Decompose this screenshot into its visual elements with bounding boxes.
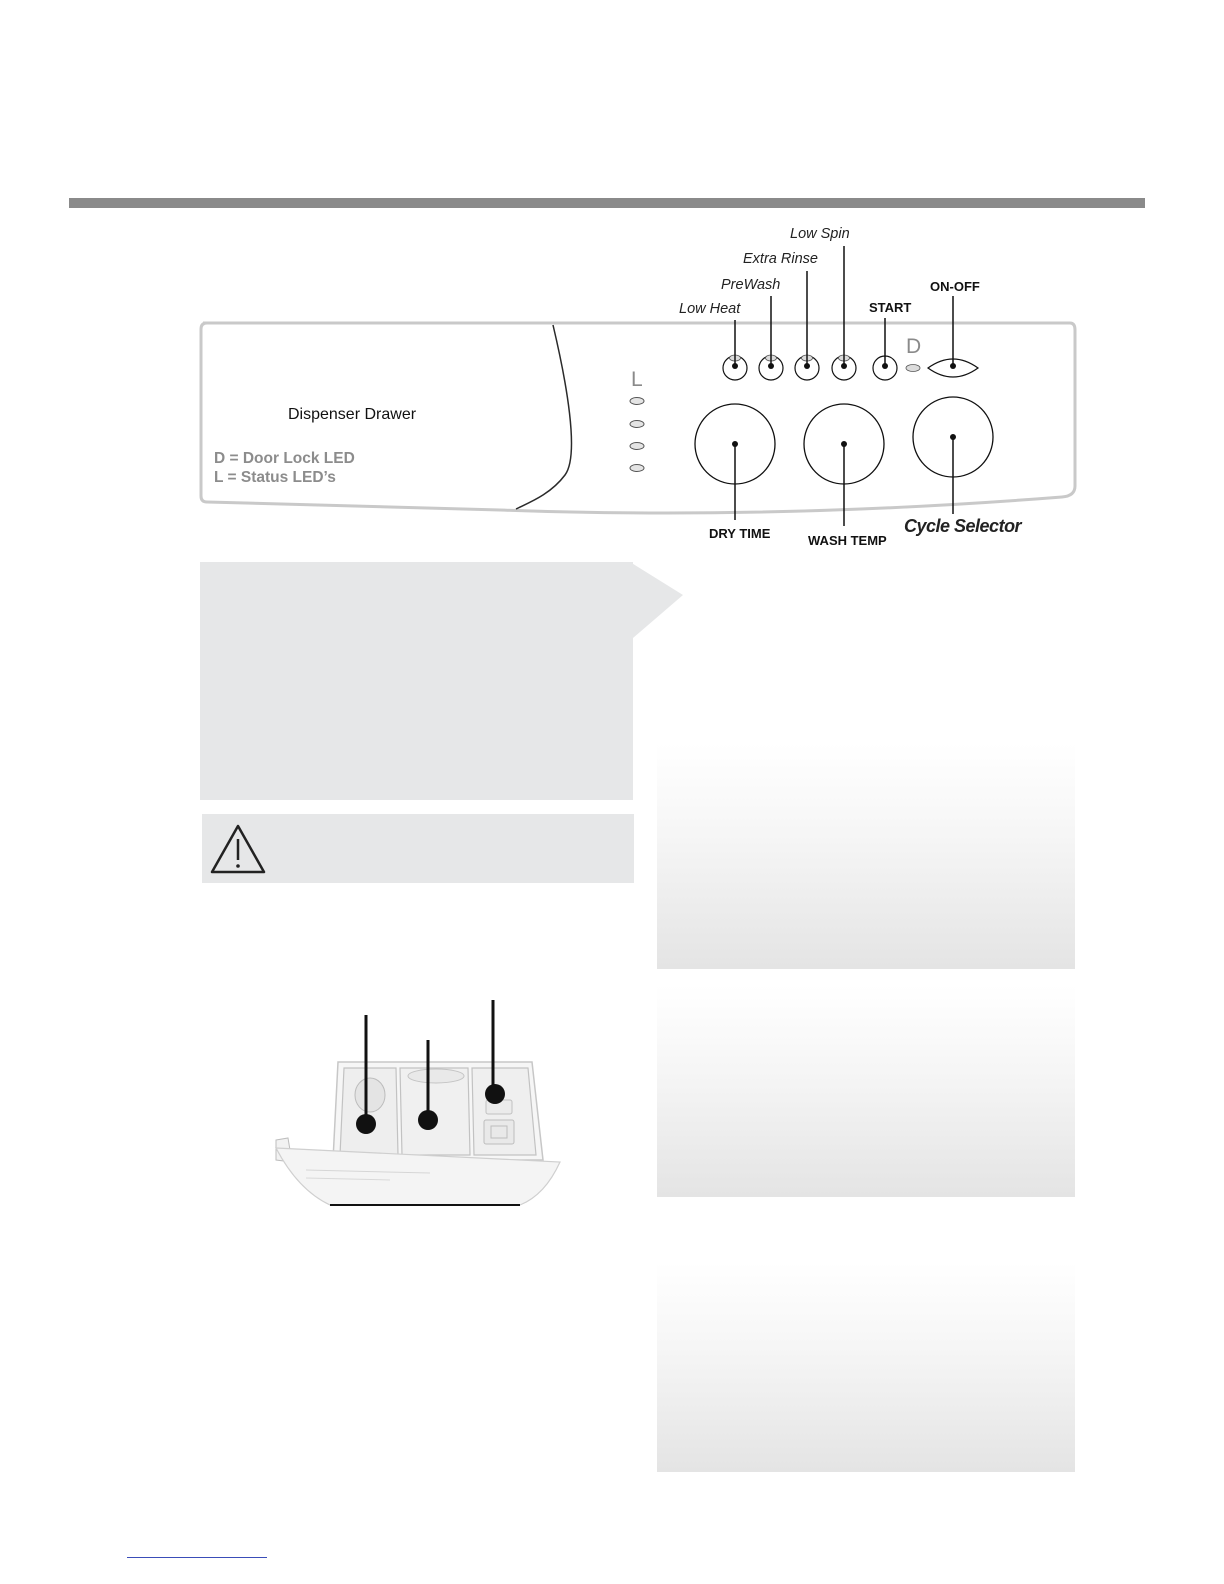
warning-triangle-icon: [212, 826, 264, 872]
status-leds-legend: L = Status LED’s: [214, 469, 336, 486]
dry-time-label: DRY TIME: [709, 526, 771, 541]
door-led-letter: D: [906, 335, 922, 358]
door-lock-legend: D = Door Lock LED: [214, 450, 355, 467]
prewash-label: PreWash: [721, 277, 781, 293]
start-label: START: [869, 300, 912, 315]
low-heat-label: Low Heat: [679, 301, 741, 317]
dispenser-drawer-label: Dispenser Drawer: [288, 406, 417, 423]
section-box-1: [657, 743, 1075, 969]
cycle-selector-label: Cycle Selector: [904, 516, 1022, 536]
section-box-3: [657, 1262, 1075, 1472]
low-spin-label: Low Spin: [790, 226, 850, 242]
footer-link-underline[interactable]: [127, 1557, 267, 1558]
extra-rinse-label: Extra Rinse: [743, 251, 818, 267]
section-box-2: [657, 985, 1075, 1197]
on-off-label: ON-OFF: [930, 279, 980, 294]
status-led-letter: L: [631, 368, 643, 391]
wash-temp-label: WASH TEMP: [808, 533, 887, 548]
